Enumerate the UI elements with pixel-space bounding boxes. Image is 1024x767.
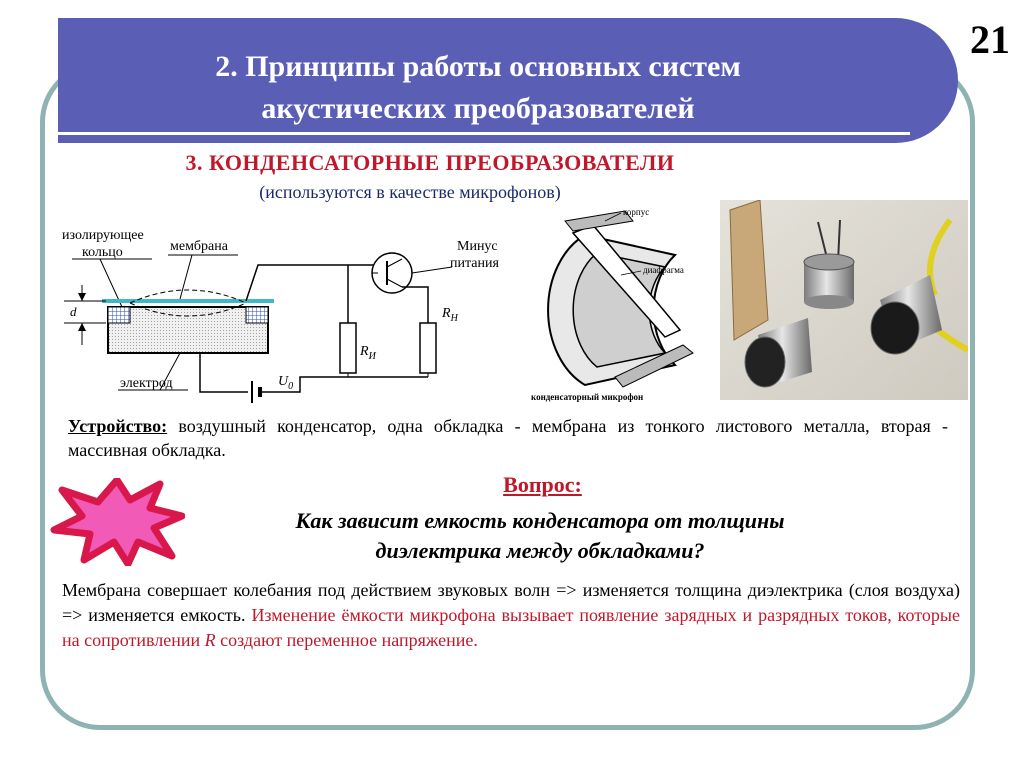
- label-mic-diaphragm: диафрагма: [643, 265, 684, 275]
- slide-title: [58, 46, 898, 130]
- slide-number: 21: [970, 17, 1010, 62]
- title-banner: [58, 18, 958, 143]
- device-label: Устройство:: [68, 416, 168, 436]
- title-line-2: акустических преобразователей: [261, 92, 695, 125]
- question-line-1: Как зависит емкость конденсатора от толщины: [295, 508, 785, 533]
- answer-red-r: R: [204, 630, 216, 650]
- section-subtitle: (используются в качестве микрофонов): [259, 182, 561, 202]
- label-insulating-ring-1: изолирующее: [62, 228, 144, 243]
- section-title: 3. КОНДЕНСАТОРНЫЕ ПРЕОБРАЗОВАТЕЛИ: [185, 150, 675, 175]
- mic-capsules-photo: [720, 200, 968, 400]
- title-line-1: 2. Принципы работы основных систем: [215, 50, 741, 83]
- label-ri: $R_И$: [360, 344, 376, 362]
- insulating-ring-right: [246, 307, 268, 323]
- starburst-icon: [50, 478, 185, 566]
- label-minus-1: Минус: [457, 239, 498, 254]
- question-line-2: диэлектрика между обкладками?: [375, 538, 705, 563]
- device-text: воздушный конденсатор, одна обкладка - мембрана из тонкого листового металла, вторая - массивная обкладка.: [68, 416, 948, 460]
- device-description: [68, 414, 948, 462]
- answer-red-2: создают переменное напряжение.: [215, 630, 478, 650]
- mic-caption: конденсаторный микрофон: [531, 392, 644, 402]
- label-electrode: электрод: [120, 376, 173, 391]
- label-mic-body: корпус: [623, 207, 650, 217]
- resistor-ri: [340, 323, 356, 373]
- question-label: Вопрос:: [503, 472, 582, 497]
- label-d: d: [70, 304, 77, 319]
- capacitor-schematic: [60, 215, 520, 420]
- question-text: [190, 506, 890, 566]
- label-u0: $U_0$: [278, 374, 294, 392]
- back-plate: [108, 307, 268, 353]
- answer-red-1: Изменение ёмкости микрофона вызывает появление зарядных и разрядных токов, которые на сопротивлении: [62, 605, 960, 650]
- resistor-rn: [420, 323, 436, 373]
- condenser-mic-drawing: [525, 195, 715, 405]
- label-membrane: мембрана: [170, 239, 228, 254]
- label-rn: $R_Н$: [442, 306, 458, 324]
- answer-text: [62, 578, 960, 653]
- label-minus-2: питания: [450, 256, 499, 271]
- answer-black: Мембрана совершает колебания под действием звуковых волн => изменяется толщина диэлектрика (слоя воздуха) => изменяется емкость.: [62, 580, 960, 625]
- label-insulating-ring-2: кольцо: [82, 245, 123, 260]
- banner-underline: [58, 132, 910, 135]
- insulating-ring-left: [108, 307, 130, 323]
